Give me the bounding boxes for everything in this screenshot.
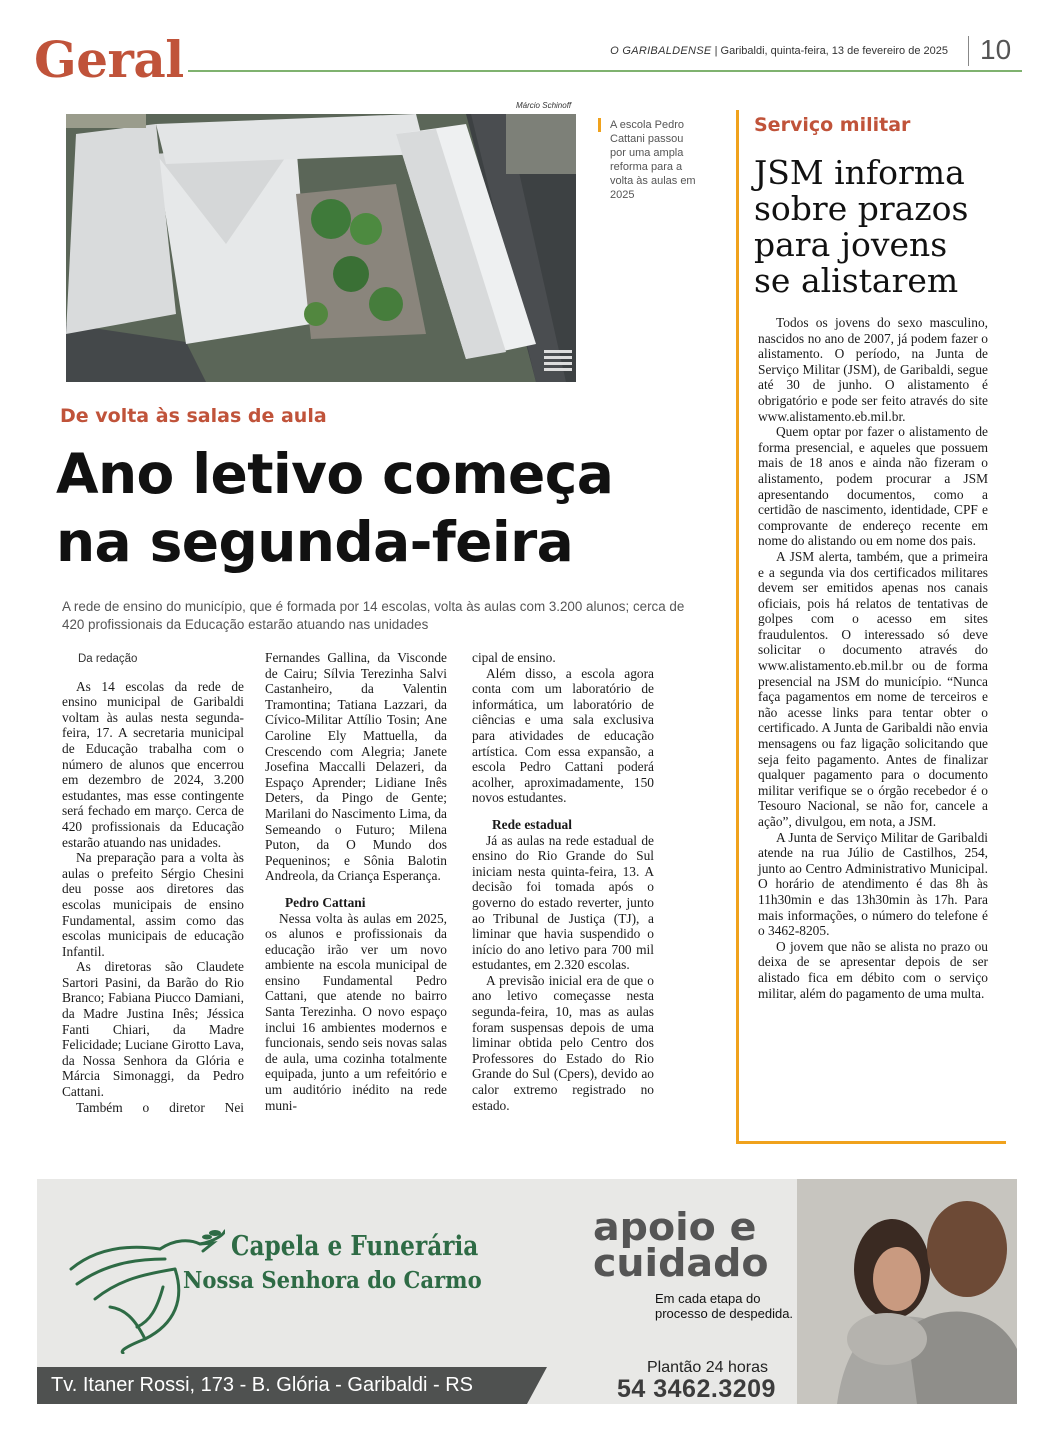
article-paragraph: As 14 escolas da rede de ensino municipal de Garibaldi voltam às aulas nesta segunda-feira, 17. A secretaria municipal de Educação trabalha com o número de alunos que encerrou em dezembro de 2024, 3.200 estudantes, mas esse contingente será fechado em março. Cerca de 420 profissionais da Educação estarão atuando nas unidades.: [62, 678, 244, 850]
article-column-1: [62, 650, 244, 1115]
masthead-separator: |: [714, 45, 718, 57]
photo-credit: Márcio Schinoff: [516, 101, 572, 110]
ad-address-bar-tip: [527, 1367, 547, 1404]
article-deck: A rede de ensino do município, que é formada por 14 escolas, volta às aulas com 3.200 alunos; cerca de 420 profissionais da Educação estarão atuando nas unidades: [62, 599, 685, 632]
page-number: 10: [980, 34, 1012, 65]
article-paragraph: cipal de ensino.: [472, 650, 556, 665]
sidebar-paragraph: A JSM alerta, também, que a primeira e a segunda via dos certificados militares devem ser emitidos apenas nos canais oficiais, pois há relatos de tentativas de golpes com o acesso em sites fraudulentos. O interessado só deve solicitar o documento através do www.alistamento.eb.mil.br ou de forma presencial na JSM do município. “Nunca faça pagamentos em nome de terceiros e não acesse links para tentar obter o certificado. A Junta de Garibaldi não envia mensagens ou faz ligação solicitando que seja feito pagamento. Antes de finalizar qualquer pagamento para o documento militar verifique se o órgão recebedor é o Tesouro Nacional, se não for, cancele a ação”, divulgou, em nota, a JSM.: [758, 548, 988, 829]
article-column-2: [265, 650, 447, 1113]
article-kicker: De volta às salas de aula: [60, 405, 327, 427]
embracing-people-photo: [797, 1179, 1017, 1404]
article-paragraph: As diretoras são Claudete Sartori Pasini, da Barão do Rio Branco; Fabiana Piucco Damiani, da Madre Justina Inês; Jéssica Fanti Chiari, da Madre Felicidade; Luciane Girotto Lava, da Nossa Senhora da Glória e Márcia Simonaggi, da Pedro Cattani.: [62, 959, 244, 1100]
section-title: Geral: [34, 30, 184, 89]
header-divider: [188, 70, 1022, 72]
photo-caption: A escola Pedro Cattani passou por uma ampla reforma para a volta às aulas em 2025: [610, 119, 696, 201]
sidebar-paragraph: O jovem que não se alista no prazo ou deixa de se apresentar depois de ser alistado fica em débito com o serviço militar, além do pagamento de uma multa.: [758, 938, 988, 1001]
article-paragraph: Na preparação para a volta às aulas o prefeito Sérgio Chesini deu posse aos diretores das escolas municipais de ensino Fundamental, assim como das escolas municipais de educação Infantil.: [62, 850, 244, 959]
sidebar-accent-horizontal: [736, 1141, 1006, 1144]
funeral-home-ad: [37, 1179, 1017, 1404]
sidebar-paragraph: A Junta de Serviço Militar de Garibaldi atende na rua Júlio de Castilhos, 254, junto ao Centro Administrativo Municipal. O horário de atendimento é das 8h às 11h30min e das 13h30min às 17h. Para mais informações, o número do telefone é o 3462-8205.: [758, 829, 988, 939]
ad-phone: 54 3462.3209: [617, 1375, 776, 1403]
article-paragraph: Já as aulas na rede estadual de ensino do Rio Grande do Sul iniciam nesta quinta-feira, 13. A decisão foi tomada após o governo do estado reverter, junto ao Tribunal de Justiça (TJ), a liminar que havia suspendido o início do ano letivo para 700 mil estudantes, em 2.320 escolas.: [472, 832, 654, 973]
subhead-rede-estadual: Rede estadual: [492, 816, 572, 832]
sidebar-accent-vertical: [736, 110, 739, 1144]
article-paragraph: Também o diretor Nei: [76, 1099, 244, 1115]
sidebar-paragraph: Quem optar por fazer o alistamento de forma presencial, e aqueles que possuem mais de 18 anos e ainda não fizeram o alistamento, podem procurar a JSM apresentando documentos, como a certidão de nascimento, identidade, CPF e comprovante de endereço recente em nome do alistando ou em nome dos pais.: [758, 424, 988, 549]
article-paragraph: Nessa volta às aulas em 2025, os alunos e profissionais da educação irão ver um novo ambiente na escola municipal de ensino Fundamental Pedro Cattani, que atende no bairro Santa Terezinha. O novo espaço inclui 16 ambientes modernos e funcionais, sendo seis novas salas de aula, uma cozinha totalmente equipada, junto a um refeitório e um auditório inédito na rede muni-: [265, 910, 447, 1113]
ad-brand-line1: Capela e Funerária: [231, 1231, 479, 1262]
sidebar-headline: JSM informa sobre prazos para jovens se alistarem: [754, 153, 969, 300]
article-paragraph: Além disso, a escola agora conta com um laboratório de informática, um laboratório de ciências e uma sala exclusiva para atividades de educação artística. Com essa expansão, a escola Pedro Cattani poderá acolher, aproximadamente, 150 novos estudantes.: [472, 665, 654, 806]
article-column-3: [472, 650, 654, 1113]
publication-name: O GARIBALDENSE: [610, 45, 712, 57]
sidebar-kicker: Serviço militar: [754, 114, 911, 136]
article-paragraph: A previsão inicial era de que o ano letivo começasse nesta segunda-feira, 10, mas as aulas foram suspensas depois de uma liminar obtida pelo Centro dos Professores do Estado do Rio Grande do Sul (Cpers), devido ao calor extremo registrado no estado.: [472, 972, 654, 1113]
ad-plantao: Plantão 24 horas: [647, 1359, 768, 1376]
sidebar-body: [758, 315, 988, 1001]
caption-accent-bar: [598, 118, 601, 132]
ad-slogan: apoio e cuidado: [593, 1205, 769, 1285]
article-paragraph: Fernandes Gallina, da Visconde de Cairu; Sílvia Terezinha Salvi Castanheiro, da Valentin Tramontina; Tatiana Lazzari, da Cívico-Militar Attílio Tosin; Ane Caroline Ely Mattuella, da Crescendo com Alegria; Janete Josefina Maccalli Delazeri, da Espaço Aprender; Lidiane Inês Deters, da Pingo de Gente; Marilani do Nascimento Lima, da Semeando o Futuro; Milena Puton, da O Mundo dos Pequeninos; e Sônia Balotin Andreola, da Criança Esperança.: [265, 650, 447, 884]
masthead: [610, 45, 948, 57]
school-aerial-photo: [66, 114, 576, 382]
ad-address: Tv. Itaner Rossi, 173 - B. Glória - Garibaldi - RS: [51, 1374, 473, 1396]
byline: Da redação: [78, 653, 138, 665]
sidebar-paragraph: Todos os jovens do sexo masculino, nascidos no ano de 2007, já podem fazer o alistamento. O período, na Junta de Serviço Militar (JSM), de Garibaldi, segue até 30 de junho. O alistamento é obrigatório e pode ser feito através do site www.alistamento.eb.mil.br.: [758, 315, 988, 424]
dateline: Garibaldi, quinta-feira, 13 de fevereiro de 2025: [720, 45, 948, 57]
subhead-pedro-cattani: Pedro Cattani: [285, 894, 366, 910]
page-number-divider: [968, 36, 969, 66]
ad-brand-line2: Nossa Senhora do Carmo: [183, 1267, 482, 1294]
article-headline: Ano letivo começa na segunda-feira: [56, 442, 614, 574]
ad-subline: Em cada etapa do processo de despedida.: [655, 1291, 794, 1321]
